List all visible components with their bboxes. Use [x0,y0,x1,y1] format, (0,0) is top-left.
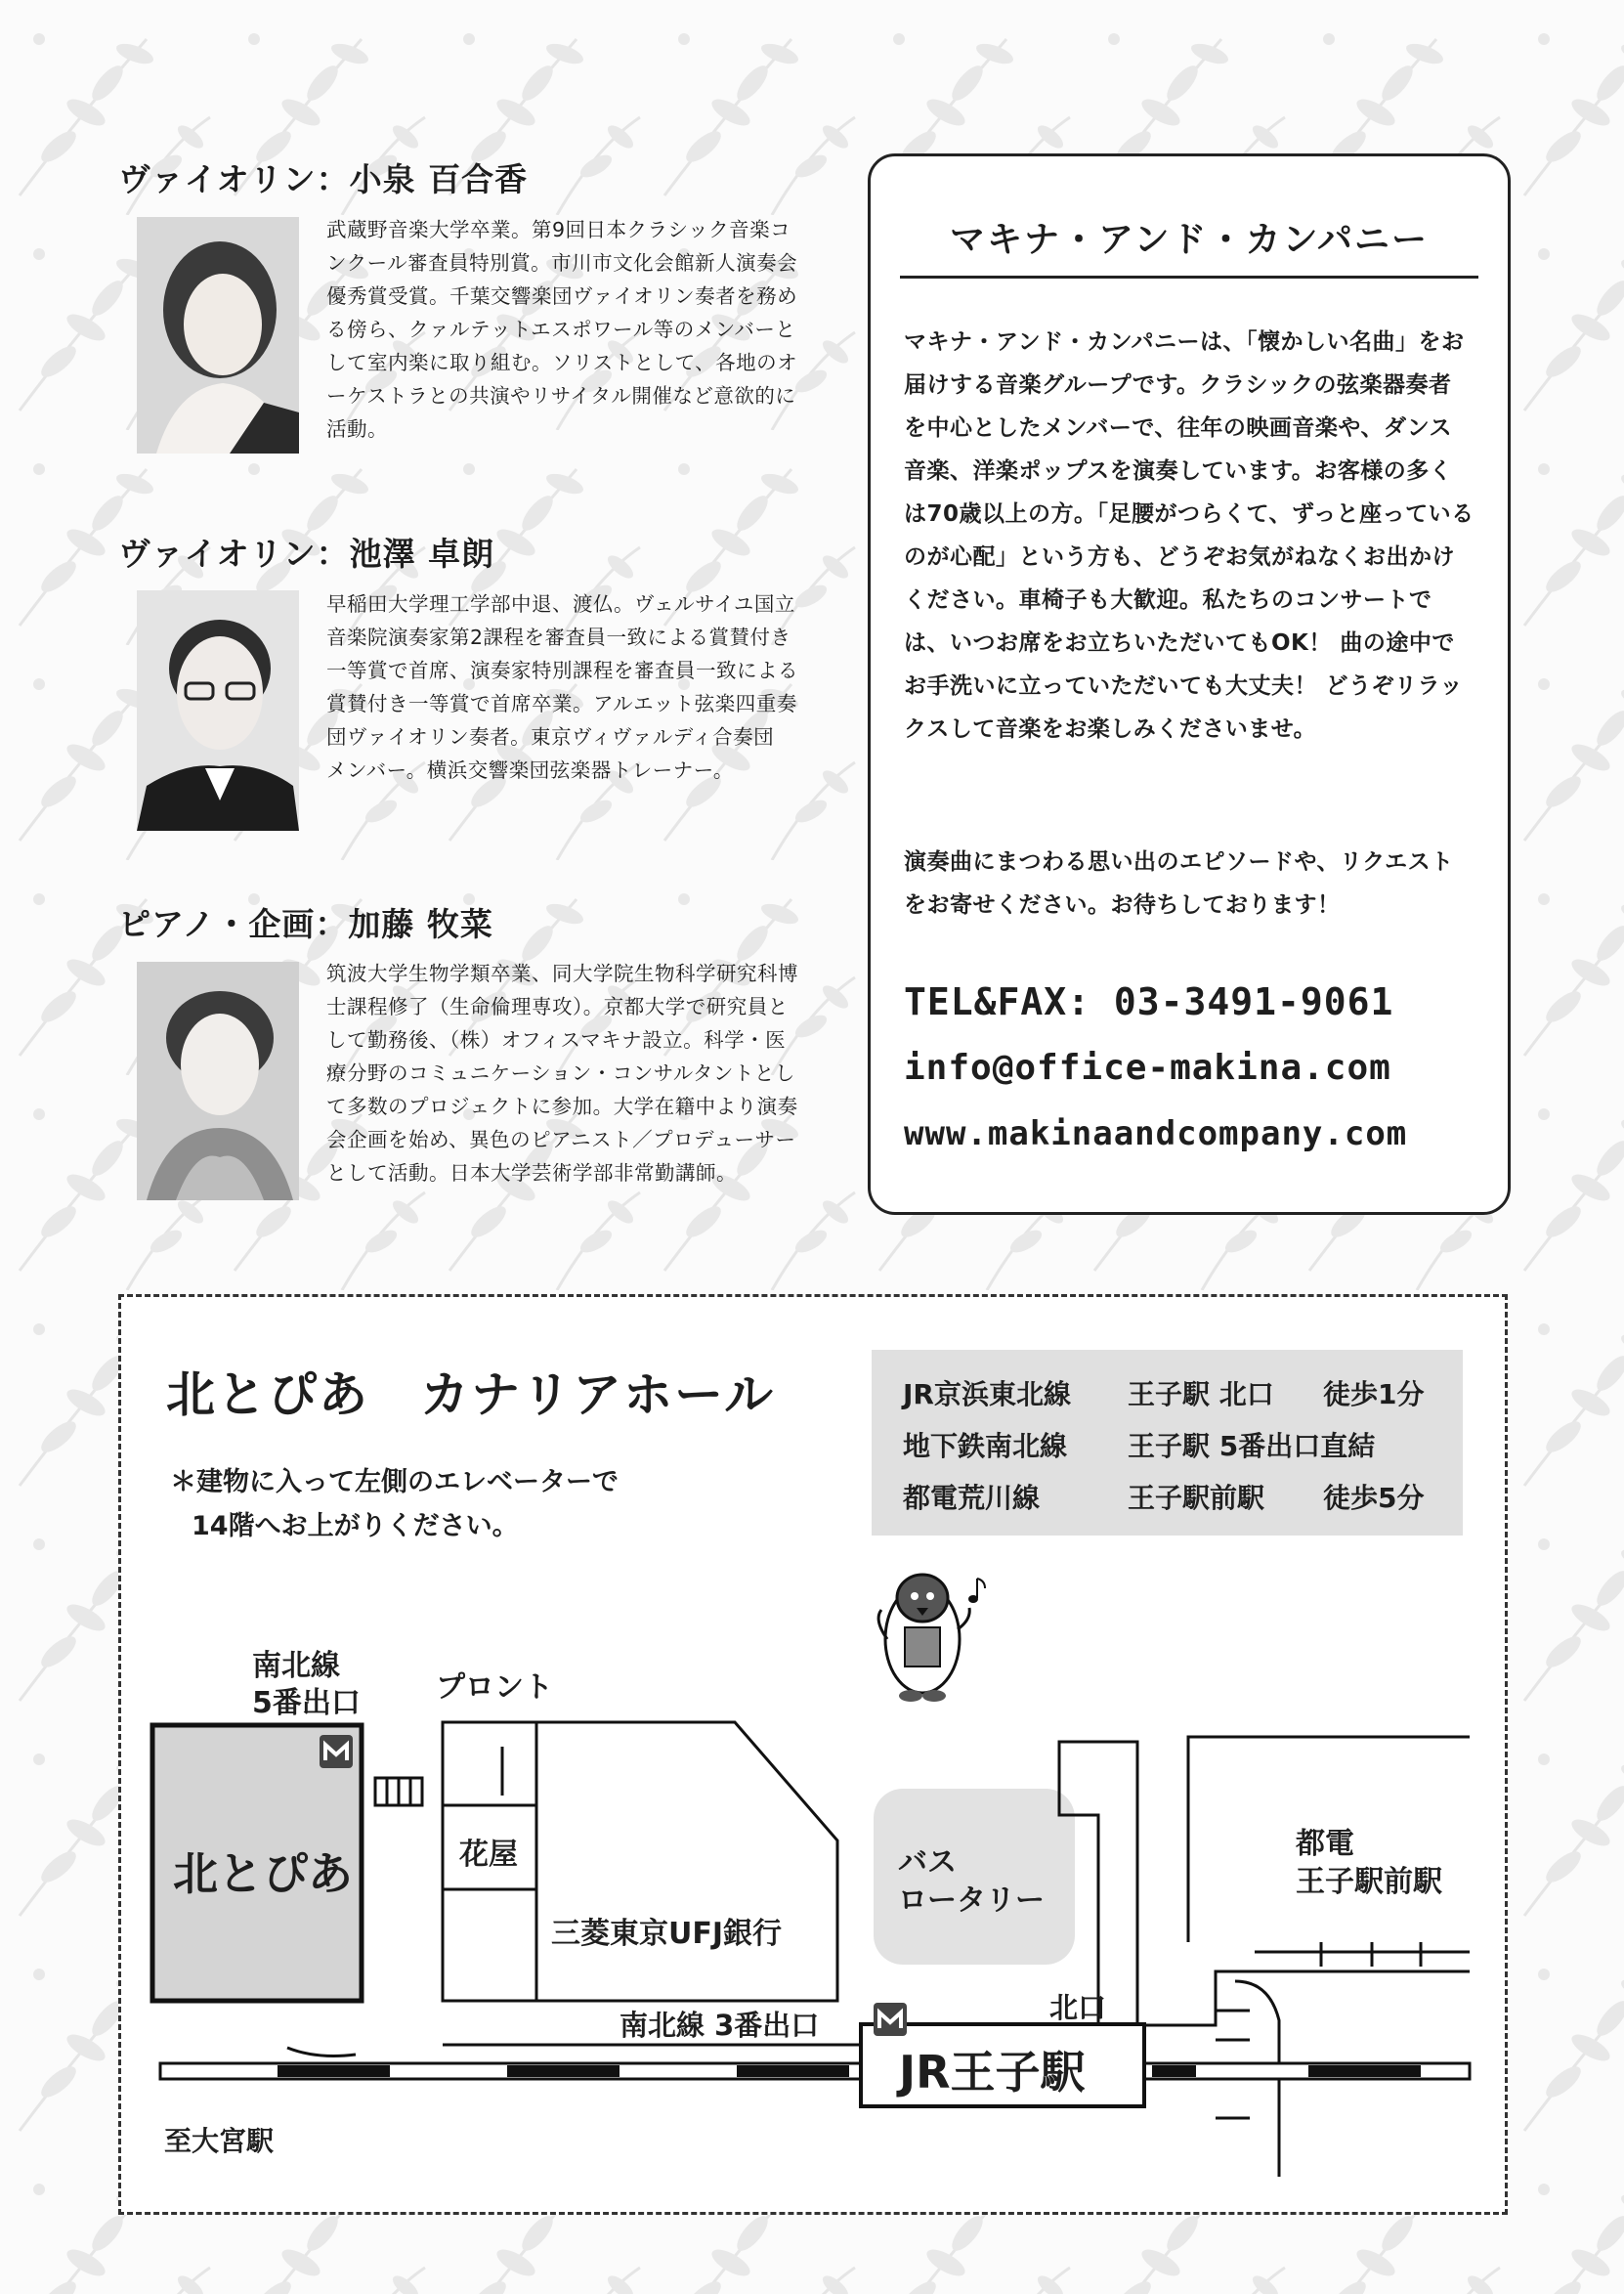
contact-email-link[interactable]: info@office-makina.com [904,1048,1391,1088]
profile-2-title: ヴァイオリン：池澤 卓朗 [118,535,495,573]
to-omiya-label: 至大宮駅 [164,2125,275,2157]
walkway-bridge [375,1778,422,1805]
area-map [121,1297,1505,2212]
contact-website-link[interactable]: www.makinaandcompany.com [904,1114,1408,1153]
profile-1-title: ヴァイオリン：小泉 百合香 [118,160,529,198]
portrait-photo-2 [137,590,299,831]
company-title-divider [900,276,1478,279]
profile-3-bio: 筑波大学生物学類卒業、同大学院生物科学研究科博士課程修了（生命倫理専攻）。京都大学で研究員として勤務後、（株）オフィスマキナ設立。科学・医療分野のコミュニケーション・コンサルタントとして多数のプロジェクトに参加。大学在籍中より演奏会企画を始め、異色のピアニスト／プロデューサーとして活動。日本大学芸術学部非常勤講師。 [326,962,798,1185]
toden-tracks [1216,1942,1470,2177]
access-line-metro: 地下鉄南北線 [903,1430,1068,1462]
portrait-photo-1 [137,217,299,454]
access-walk-jr: 徒歩1分 [1323,1378,1425,1410]
exit5-label-line1: 南北線 [252,1649,340,1683]
company-request: 演奏曲にまつわる思い出のエピソードや、リクエストをお寄せください。お待ちしております！ [904,849,1454,918]
access-station-metro: 王子駅 5番出口直結 [1128,1430,1376,1462]
exit3-label: 南北線 3番出口 [620,2009,820,2042]
toden-label-line1: 都電 [1296,1827,1354,1861]
profile-1-bio: 武蔵野音楽大学卒業。第9回日本クラシック音楽コンクール審査員特別賞。市川市文化会館新人演奏会優秀賞受賞。千葉交響楽団ヴァイオリン奏者を務める傍ら、クァルテットエスポワール等のメンバーとして室内楽に取り組む。ソリストとして、各地のオーケストラとの共演やリサイタル開催など意欲的に活動。 [326,218,798,441]
company-title: マキナ・アンド・カンパニー [949,220,1430,260]
company-info-box [868,153,1511,1215]
metro-icon [320,1735,353,1768]
profile-3-title: ピアノ・企画：加藤 牧菜 [118,905,493,943]
access-line-toden: 都電荒川線 [903,1482,1041,1514]
penguin-mascot-icon [878,1575,985,1702]
north-exit-label: 北口 [1049,1991,1107,2024]
venue-title: 北とぴあ カナリアホール [166,1366,775,1423]
access-station-jr: 王子駅 北口 [1128,1378,1274,1410]
kitatopia-label: 北とぴあ [173,1847,353,1900]
bank-label: 三菱東京UFJ銀行 [551,1917,783,1951]
toden-label-line2: 王子駅前駅 [1296,1865,1442,1899]
jr-oji-station-label: JR王子駅 [899,2046,1086,2099]
exit5-label-line2: 5番出口 [252,1686,361,1720]
company-intro: マキナ・アンド・カンパニーは、「懐かしい名曲」をお届けする音楽グループです。クラシックの弦楽器奏者を中心としたメンバーで、往年の映画音楽や、ダンス音楽、洋楽ポップスを演奏しています。お客様の多くは70歳以上の方。「足腰がつらくて、ずっと座っているのが心配」という方も、どうぞお気がねなくお出かけください。車椅子も大歓迎。私たちのコンサートでは、いつお席をお立ちいただいてもOK！ 曲の途中でお手洗いに立っていただいても大丈夫！ どうぞリラックスして音楽をお楽しみくださいませ。 [904,329,1474,742]
venue-note-line2: 14階へお上がりください。 [192,1511,519,1541]
access-walk-toden: 徒歩5分 [1323,1482,1425,1514]
access-station-toden: 王子駅前駅 [1128,1482,1265,1514]
portrait-photo-icon [137,217,299,454]
contact-tel-fax: TEL&FAX: 03-3491-9061 [904,980,1394,1023]
portrait-photo-3 [137,962,299,1200]
metro-icon [874,2003,907,2036]
venue-note-line1: ＊建物に入って左側のエレベーターで [170,1467,619,1497]
access-line-jr: JR京浜東北線 [903,1378,1071,1410]
pronto-label: プロント [436,1670,553,1705]
bus-rotary-label-line2: ロータリー [898,1883,1045,1918]
jr-railway [160,2063,1470,2079]
profile-2-bio: 早稲田大学理工学部中退、渡仏。ヴェルサイユ国立音楽院演奏家第2課程を審査員一致による賞賛付き一等賞で首席、演奏家特別課程を審査員一致による賞賛付き一等賞で首席卒業。アルエット弦楽四重奏団ヴァイオリン奏者。東京ヴィヴァルディ合奏団 メンバー。横浜交響楽団弦楽器トレーナー。 [326,592,798,782]
portrait-photo-icon [137,962,299,1200]
venue-map-box [118,1294,1508,2215]
bus-rotary-label-line1: バス [898,1845,957,1880]
florist-label: 花屋 [459,1838,518,1872]
portrait-photo-icon [137,590,299,831]
